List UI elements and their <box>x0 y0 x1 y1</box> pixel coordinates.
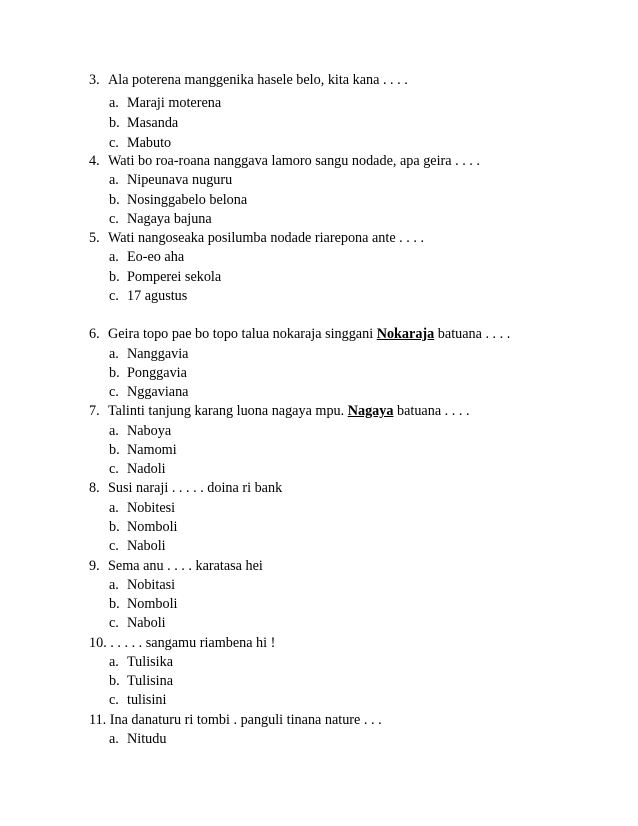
option-letter: b. <box>109 673 120 689</box>
option-letter: b. <box>109 519 120 535</box>
option-text: Nitudu <box>127 731 167 747</box>
option-text: Namomi <box>127 442 177 458</box>
question-number: 9. <box>89 558 100 574</box>
option-text: Nomboli <box>127 519 178 535</box>
option-letter: b. <box>109 596 120 612</box>
question-text-end: batuana . . . . <box>434 326 511 342</box>
question-text-end: batuana . . . . <box>393 403 470 419</box>
question-6-option-c <box>109 383 188 402</box>
question-text: . . . . . sangamu riambena hi ! <box>106 635 276 651</box>
option-text: Maraji moterena <box>127 95 222 111</box>
question-number: 8. <box>89 480 100 496</box>
option-text: Nanggavia <box>127 346 189 362</box>
question-text: Ala poterena manggenika hasele belo, kita kana . . . . <box>108 72 408 88</box>
option-text: Naboya <box>127 423 172 439</box>
question-8-option-a <box>109 499 175 518</box>
option-letter: a. <box>109 731 119 747</box>
question-8-option-b <box>109 518 177 537</box>
option-letter: c. <box>109 538 119 554</box>
question-number: 4. <box>89 153 100 169</box>
option-text: Nagaya bajuna <box>127 211 212 227</box>
option-letter: a. <box>109 249 119 265</box>
option-text: Nipeunava nuguru <box>127 172 233 188</box>
question-6 <box>89 325 510 344</box>
question-9-option-c <box>109 614 166 633</box>
question-10 <box>89 634 275 653</box>
option-text: Ponggavia <box>127 365 187 381</box>
question-11-option-a <box>109 730 166 749</box>
question-9 <box>89 557 263 576</box>
question-8-option-c <box>109 537 166 556</box>
option-letter: a. <box>109 423 119 439</box>
option-letter: c. <box>109 288 119 304</box>
question-3-option-b <box>109 114 178 133</box>
option-text: Nomboli <box>127 596 178 612</box>
question-text: Wati bo roa-roana nanggava lamoro sangu nodade, apa geira . . . . <box>108 153 480 169</box>
option-letter: c. <box>109 461 119 477</box>
emphasized-word: Nokaraja <box>376 326 435 342</box>
option-letter: c. <box>109 135 119 151</box>
question-7-option-b <box>109 441 177 460</box>
question-7 <box>89 402 470 421</box>
question-10-option-c <box>109 691 166 710</box>
option-letter: c. <box>109 692 119 708</box>
question-5-option-a <box>109 248 184 267</box>
question-5-option-c <box>109 287 187 306</box>
option-text: Eo-eo aha <box>127 249 185 265</box>
question-text: Ina danaturu ri tombi . panguli tinana nature . . . <box>106 712 382 728</box>
question-text: Sema anu . . . . karatasa hei <box>108 558 263 574</box>
option-letter: b. <box>109 115 120 131</box>
option-letter: c. <box>109 615 119 631</box>
question-7-option-c <box>109 460 166 479</box>
question-text: Wati nangoseaka posilumba nodade riarepona ante . . . . <box>108 230 424 246</box>
question-6-option-a <box>109 345 188 364</box>
question-4-option-c <box>109 210 212 229</box>
question-number: 10. <box>89 635 107 651</box>
option-letter: c. <box>109 384 119 400</box>
question-3-option-c <box>109 134 171 153</box>
option-letter: c. <box>109 211 119 227</box>
question-8 <box>89 479 282 498</box>
option-letter: b. <box>109 192 120 208</box>
option-letter: a. <box>109 172 119 188</box>
option-text: 17 agustus <box>127 288 188 304</box>
question-4-option-a <box>109 171 232 190</box>
option-text: Nobitasi <box>127 577 176 593</box>
option-letter: b. <box>109 442 120 458</box>
question-9-option-a <box>109 576 175 595</box>
question-11 <box>89 711 382 730</box>
option-text: Naboli <box>127 615 166 631</box>
option-letter: a. <box>109 500 119 516</box>
question-3 <box>89 71 408 90</box>
question-number: 5. <box>89 230 100 246</box>
question-6-option-b <box>109 364 187 383</box>
question-5 <box>89 229 424 248</box>
question-number: 6. <box>89 326 100 342</box>
option-text: Pomperei sekola <box>127 269 222 285</box>
question-number: 3. <box>89 72 100 88</box>
option-text: tulisini <box>127 692 167 708</box>
emphasized-word: Nagaya <box>347 403 394 419</box>
question-5-option-b <box>109 268 221 287</box>
question-4-option-b <box>109 191 247 210</box>
option-text: Mabuto <box>127 135 172 151</box>
option-text: Nobitesi <box>127 500 176 516</box>
option-text: Nadoli <box>127 461 166 477</box>
question-number: 7. <box>89 403 100 419</box>
question-9-option-b <box>109 595 177 614</box>
question-text: Susi naraji . . . . . doina ri bank <box>108 480 283 496</box>
option-letter: b. <box>109 269 120 285</box>
question-number: 11. <box>89 712 107 728</box>
option-text: Tulisika <box>127 654 173 670</box>
question-text: Talinti tanjung karang luona nagaya mpu. <box>108 403 348 419</box>
option-text: Nggaviana <box>127 384 189 400</box>
question-3-option-a <box>109 94 221 113</box>
question-text: Geira topo pae bo topo talua nokaraja singgani <box>108 326 377 342</box>
option-letter: b. <box>109 365 120 381</box>
option-text: Nosinggabelo belona <box>127 192 248 208</box>
option-text: Masanda <box>127 115 179 131</box>
option-letter: a. <box>109 577 119 593</box>
option-text: Naboli <box>127 538 166 554</box>
question-4 <box>89 152 480 171</box>
option-letter: a. <box>109 654 119 670</box>
question-10-option-a <box>109 653 173 672</box>
question-7-option-a <box>109 422 171 441</box>
question-10-option-b <box>109 672 173 691</box>
option-text: Tulisina <box>127 673 173 689</box>
option-letter: a. <box>109 95 119 111</box>
option-letter: a. <box>109 346 119 362</box>
